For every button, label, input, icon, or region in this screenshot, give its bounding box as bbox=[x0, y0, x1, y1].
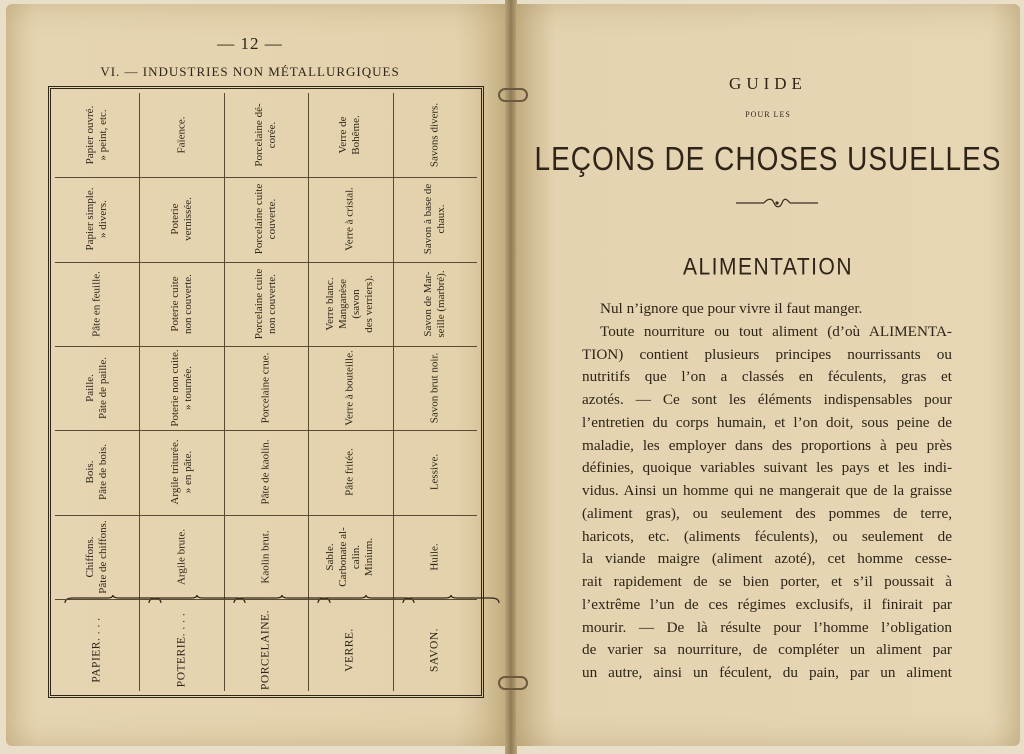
table-cell bbox=[308, 93, 392, 178]
category-label: PORCELAINE. bbox=[259, 609, 272, 690]
cell-line: Chiffons. bbox=[84, 536, 97, 578]
cell-text bbox=[175, 117, 188, 154]
cell-line: Argile triturée. bbox=[168, 439, 181, 506]
cell-text bbox=[344, 188, 357, 252]
cell-line: corée. bbox=[265, 121, 278, 149]
table-cell bbox=[139, 93, 223, 178]
cell-text bbox=[422, 270, 448, 337]
table-cell bbox=[308, 262, 392, 347]
table-cell bbox=[224, 177, 308, 262]
category-label: POTERIE. . . . bbox=[175, 612, 188, 687]
cell-line: Pâte de kaolin. bbox=[259, 439, 272, 506]
text-line: (aliment gras), ou seulement des pommes de terre, bbox=[582, 504, 952, 522]
table-cell bbox=[393, 177, 477, 262]
text-line: la viande maigre (aliment azoté), cet homme cesse- bbox=[582, 550, 952, 568]
cell-line: Verre à cristal. bbox=[343, 187, 356, 252]
table-cell bbox=[55, 177, 139, 262]
text-line: mourir. — De là résulte pour l’homme l’obligation bbox=[582, 618, 952, 636]
cell-text bbox=[253, 184, 279, 255]
table-row-label bbox=[308, 599, 392, 691]
pour-les-label: POUR LES bbox=[745, 110, 791, 119]
text-line: Nul n’ignore que pour vivre il faut manger. bbox=[600, 300, 863, 317]
cell-line: Poterie cuite bbox=[168, 276, 181, 332]
cell-text bbox=[253, 104, 279, 167]
page-number: — 12 — bbox=[217, 34, 283, 53]
cell-line: Savons divers. bbox=[428, 103, 441, 168]
cell-text bbox=[428, 454, 441, 490]
cell-line: des verriers). bbox=[363, 275, 376, 333]
cell-line: couverte. bbox=[265, 199, 278, 240]
cell-line: Minium. bbox=[363, 537, 376, 576]
cell-line: non couverte. bbox=[181, 273, 194, 334]
cell-line: Argile brute. bbox=[175, 528, 188, 585]
binding-stitch-bottom bbox=[498, 676, 528, 690]
cell-text bbox=[169, 198, 195, 242]
book-title: LEÇONS DE CHOSES USUELLES bbox=[534, 140, 1002, 178]
text-line: l’entretien du corps humain, et l’on doit, sous peine de bbox=[582, 413, 952, 431]
cell-line: Papier simple. bbox=[84, 188, 97, 251]
cell-text bbox=[84, 357, 110, 419]
cell-line: Kaolin brut. bbox=[259, 530, 272, 584]
body-text bbox=[582, 298, 952, 685]
text-line: Toute nourriture ou tout aliment (d’où ALIMENTA- bbox=[600, 322, 952, 340]
cell-text bbox=[259, 440, 272, 505]
cell-line: Pâte de paille. bbox=[97, 357, 110, 420]
text-line: nutritifs que l’on a classés en féculents, gras et bbox=[582, 368, 952, 386]
table-cell bbox=[139, 346, 223, 431]
table-column bbox=[55, 93, 140, 691]
cell-line: » peint, etc. bbox=[97, 109, 110, 161]
cell-line: Savon de Mar- bbox=[421, 271, 434, 337]
text-line: rait rapidement de se bien porter, et s’il poussait à bbox=[582, 573, 952, 590]
cell-line: Porcelaine cuite bbox=[252, 184, 265, 255]
table-cell bbox=[393, 93, 477, 178]
category-label: VERRE. bbox=[343, 627, 356, 672]
text-line: TION) contient plusieurs principes nourrissants ou bbox=[582, 345, 952, 363]
cell-line: Faïence. bbox=[175, 116, 188, 154]
cell-line: calin. bbox=[350, 544, 363, 569]
cell-text bbox=[84, 188, 110, 251]
table-cell bbox=[308, 515, 392, 600]
table-row-label bbox=[139, 599, 223, 691]
running-head: VI. — INDUSTRIES NON MÉTALLURGIQUES bbox=[100, 64, 400, 79]
table-cell bbox=[224, 93, 308, 178]
cell-line: seille (marbré). bbox=[434, 270, 447, 338]
table-cell bbox=[224, 262, 308, 347]
table-row-label bbox=[55, 599, 139, 691]
cell-line: vernissée. bbox=[181, 197, 194, 242]
guide-heading: GUIDE bbox=[729, 74, 807, 93]
cell-line: » tournée. bbox=[181, 366, 194, 411]
cell-line: Pâte fritée. bbox=[343, 448, 356, 497]
cell-line: Savon à base de bbox=[421, 184, 434, 255]
cell-text bbox=[169, 350, 195, 427]
cell-line: Paille. bbox=[84, 374, 97, 403]
table-cell bbox=[393, 262, 477, 347]
industries-table bbox=[48, 86, 484, 698]
cell-line: Manganèse bbox=[337, 278, 350, 329]
cell-line: Verre à bouteille. bbox=[343, 350, 356, 426]
table-row-label bbox=[224, 599, 308, 691]
cell-text bbox=[344, 449, 357, 497]
cell-text bbox=[337, 115, 363, 154]
cell-text bbox=[175, 529, 188, 585]
cell-line: » divers. bbox=[97, 200, 110, 239]
cell-line: Verre de bbox=[337, 116, 350, 154]
cell-text bbox=[84, 520, 110, 593]
cell-text bbox=[259, 530, 272, 583]
table-column bbox=[139, 93, 224, 691]
category-label: SAVON. bbox=[428, 627, 441, 672]
text-line: vidus. Ainsi un homme qui ne mangerait que de la graisse bbox=[582, 482, 952, 499]
table-cell bbox=[393, 515, 477, 600]
cell-line: Poterie bbox=[168, 203, 181, 236]
cell-text bbox=[169, 440, 195, 505]
table-cell bbox=[224, 346, 308, 431]
table-cell bbox=[55, 262, 139, 347]
table-cell bbox=[393, 346, 477, 431]
cell-text bbox=[324, 275, 376, 332]
cell-text bbox=[324, 527, 376, 587]
table-cell bbox=[308, 177, 392, 262]
cell-line: Bois. bbox=[84, 461, 97, 484]
section-title: ALIMENTATION bbox=[682, 254, 854, 281]
cell-line: Pâte de chiffons. bbox=[97, 520, 110, 594]
text-line: maladie, les employer dans des proportions à peu près bbox=[582, 436, 952, 454]
cell-text bbox=[259, 353, 272, 424]
cell-line: » en pâte. bbox=[181, 451, 194, 494]
cell-line: Poterie non cuite. bbox=[168, 349, 181, 427]
table-column bbox=[393, 93, 477, 691]
cell-text bbox=[169, 274, 195, 334]
cell-text bbox=[428, 353, 441, 424]
cell-line: Porcelaine crue. bbox=[259, 352, 272, 424]
table-cell bbox=[55, 515, 139, 600]
cell-line: Huile. bbox=[428, 543, 441, 571]
cell-line: Papier ouvré. bbox=[84, 105, 97, 165]
table-column bbox=[224, 93, 309, 691]
table-cell bbox=[224, 430, 308, 515]
cell-text bbox=[84, 106, 110, 165]
table-body bbox=[55, 93, 477, 691]
cell-text bbox=[91, 271, 104, 337]
cell-line: Lessive. bbox=[428, 454, 441, 491]
text-line: définies, quoique variables suivant les pays et les indi- bbox=[582, 459, 952, 477]
table-row-label bbox=[393, 599, 477, 691]
cell-line: Porcelaine cuite bbox=[252, 268, 265, 340]
text-line: un autre, ainsi un féculent, du pain, par un aliment bbox=[582, 664, 952, 681]
cell-line: chaux. bbox=[434, 204, 447, 234]
table-cell bbox=[55, 430, 139, 515]
cell-text bbox=[253, 269, 279, 340]
table-cell bbox=[55, 346, 139, 431]
ornament-divider-icon bbox=[736, 196, 818, 210]
cell-line: Carbonate al- bbox=[337, 527, 350, 587]
cell-line: Pâte en feuille. bbox=[90, 270, 103, 337]
cell-line: Porcelaine dé- bbox=[252, 103, 265, 167]
cell-text bbox=[428, 543, 441, 570]
cell-line: Verre blanc. bbox=[324, 277, 337, 331]
cell-line: (savon bbox=[350, 289, 363, 319]
category-label: PAPIER. . . . bbox=[90, 616, 103, 683]
cell-text bbox=[422, 184, 448, 255]
table-cell bbox=[308, 430, 392, 515]
table-cell bbox=[139, 430, 223, 515]
cell-text bbox=[84, 445, 110, 501]
cell-text bbox=[428, 103, 441, 167]
text-line: l’extrême l’un de ces régimes exclusifs, il finirait par bbox=[582, 595, 952, 613]
text-line: de varier sa nourriture, de compléter un aliment par bbox=[582, 641, 952, 659]
cell-line: non couverte. bbox=[265, 273, 278, 334]
table-cell bbox=[224, 515, 308, 600]
table-cell bbox=[139, 262, 223, 347]
table-cell bbox=[393, 430, 477, 515]
text-line: haricots, etc. (aliments féculents), ou seulement de bbox=[582, 527, 952, 545]
cell-line: Sable. bbox=[324, 543, 337, 571]
table-column bbox=[308, 93, 393, 691]
table-cell bbox=[55, 93, 139, 178]
cell-text bbox=[344, 350, 357, 425]
cell-line: Bohême. bbox=[350, 115, 363, 155]
table-cell bbox=[139, 515, 223, 600]
cell-line: Pâte de bois. bbox=[97, 444, 110, 501]
cell-line: Savon brut noir. bbox=[428, 352, 441, 424]
table-cell bbox=[308, 346, 392, 431]
text-line: azotés. — Ce sont les éléments indispensables pour bbox=[582, 391, 952, 408]
table-cell bbox=[139, 177, 223, 262]
